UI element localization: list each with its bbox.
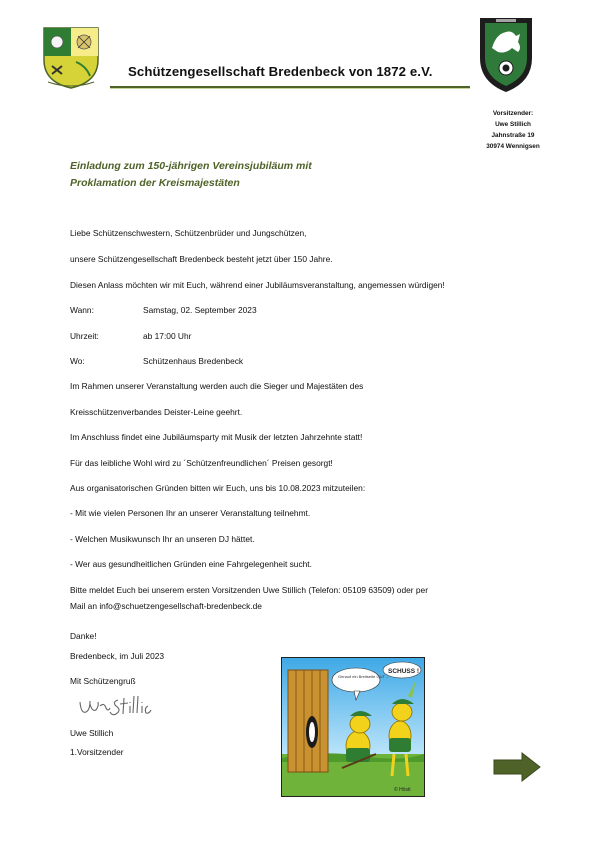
closing-thanks: Danke! [70, 631, 97, 641]
bullet-item: - Mit wie vielen Personen Ihr an unserer Veranstaltung teilnehmt. [70, 508, 311, 518]
letter-subject [70, 158, 312, 192]
next-page-arrow[interactable] [492, 752, 542, 782]
coat-of-arms-icon [42, 26, 100, 90]
paragraph-1: unsere Schützengesellschaft Bredenbeck besteht jetzt über 150 Jahre. [70, 254, 333, 264]
club-logo-right [476, 14, 536, 94]
bullet-item: - Welchen Musikwunsch Ihr an unseren DJ hättet. [70, 534, 255, 544]
closing-regards: Mit Schützengruß [70, 676, 136, 686]
address-name: Uwe Stillich [495, 121, 531, 128]
closing-place-date: Bredenbeck, im Juli 2023 [70, 651, 165, 661]
paragraph-5: Für das leibliche Wohl wird zu ´Schützenfreundlichen´ Preisen gesorgt! [70, 458, 333, 468]
shooting-cartoon-icon [282, 658, 424, 796]
organization-title: Schützengesellschaft Bredenbeck von 1872 e.V. [128, 64, 433, 79]
speech-right-text: SCHUSS ! [388, 668, 420, 675]
bullet-item: - Wer aus gesundheitlichen Gründen eine Fahrgelegenheit sucht. [70, 559, 312, 569]
cartoon-illustration [281, 657, 425, 797]
address-role: Vorsitzender: [492, 110, 534, 117]
detail-value-place: Schützenhaus Bredenbeck [143, 356, 244, 366]
address-street: Jahnstraße 19 [491, 132, 535, 139]
subject-line-2: Proklamation der Kreismajestäten [70, 177, 240, 189]
paragraph-7a: Bitte meldet Euch bei unserem ersten Vorsitzenden Uwe Stillich (Telefon: 05109 63509) oder per [70, 585, 429, 595]
cartoon-credit: © Hösti [394, 787, 411, 793]
header-divider-light [110, 88, 470, 89]
club-logo-left [42, 26, 100, 90]
right-arrow-icon [492, 752, 542, 782]
detail-value-date: Samstag, 02. September 2023 [143, 305, 257, 315]
speech-left-text: Genauf ein Breitseite GUT ... [338, 674, 390, 679]
detail-label-date: Wann: [70, 305, 94, 315]
paragraph-2: Diesen Anlass möchten wir mit Euch, während einer Jubiläumsveranstaltung, angemessen würdigen! [70, 280, 445, 290]
greeting: Liebe Schützenschwestern, Schützenbrüder und Jungschützen, [70, 228, 307, 238]
handwritten-signature [76, 692, 156, 722]
paragraph-3b: Kreisschützenverbandes Deister-Leine geehrt. [70, 407, 243, 417]
address-city: 30974 Wennigsen [486, 143, 540, 150]
paragraph-4: Im Anschluss findet eine Jubiläumsparty mit Musik der letzten Jahrzehnte statt! [70, 432, 363, 442]
paragraph-7b: Mail an info@schuetzengesellschaft-bredenbeck.de [70, 601, 262, 611]
detail-label-time: Uhrzeit: [70, 331, 99, 341]
sender-address [468, 108, 558, 152]
closing-name: Uwe Stillich [70, 728, 114, 738]
closing-title: 1.Vorsitzender [70, 747, 124, 757]
horse-shield-icon [476, 14, 536, 94]
signature-icon [76, 692, 156, 722]
paragraph-3a: Im Rahmen unserer Veranstaltung werden auch die Sieger und Majestäten des [70, 381, 364, 391]
detail-label-place: Wo: [70, 356, 85, 366]
paragraph-6: Aus organisatorischen Gründen bitten wir Euch, uns bis 10.08.2023 mitzuteilen: [70, 483, 366, 493]
detail-value-time: ab 17:00 Uhr [143, 331, 192, 341]
subject-line-1: Einladung zum 150-jährigen Vereinsjubiläum mit [70, 160, 312, 172]
